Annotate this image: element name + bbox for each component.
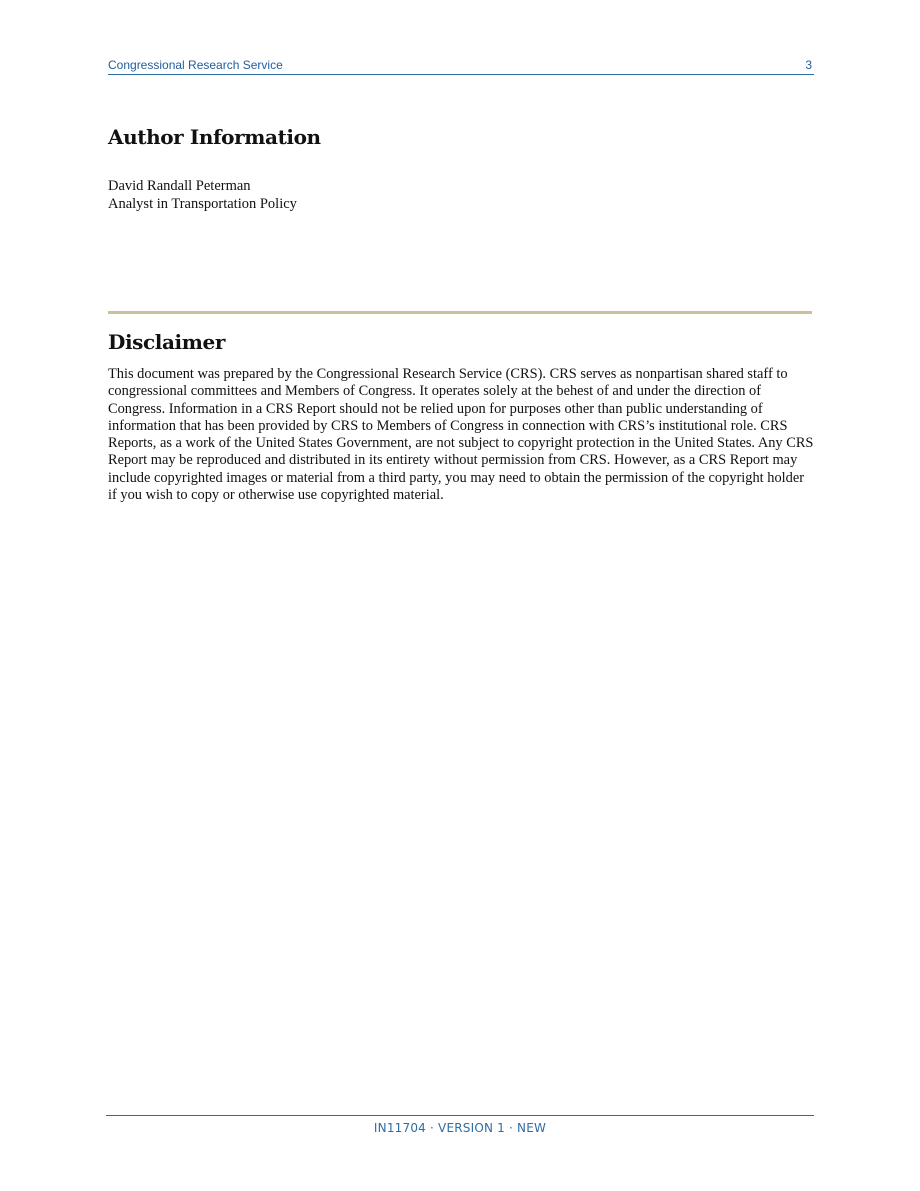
author-name: David Randall Peterman	[108, 178, 251, 194]
footer-document-id: IN11704 · VERSION 1 · NEW	[373, 1121, 547, 1135]
author-block	[108, 178, 297, 213]
footer-divider	[106, 1115, 814, 1116]
header-page-number: 3	[805, 58, 812, 72]
disclaimer-body: This document was prepared by the Congressional Research Service (CRS). CRS serves as nonpartisan shared staff to congressional committees and Members of Congress. It operates solely at the behest of and under the direction of Congress. Information in a CRS Report should not be relied upon for purposes other than public understanding of information that has been provided by CRS to Members of Congress in connection with CRS’s institutional role. CRS Reports, as a work of the United States Government, are not subject to copyright protection in the United States. Any CRS Report may be reproduced and distributed in its entirety without permission from CRS. However, as a CRS Report may include copyrighted images or material from a third party, you may need to obtain the permission of the copyright holder if you wish to copy or otherwise use copyrighted material.	[108, 366, 814, 504]
section-divider	[108, 311, 812, 314]
author-information-heading: Author Information	[108, 125, 321, 149]
author-role: Analyst in Transportation Policy	[108, 195, 297, 212]
header-organization: Congressional Research Service	[108, 58, 283, 72]
running-header	[108, 57, 814, 75]
disclaimer-heading: Disclaimer	[108, 330, 225, 354]
